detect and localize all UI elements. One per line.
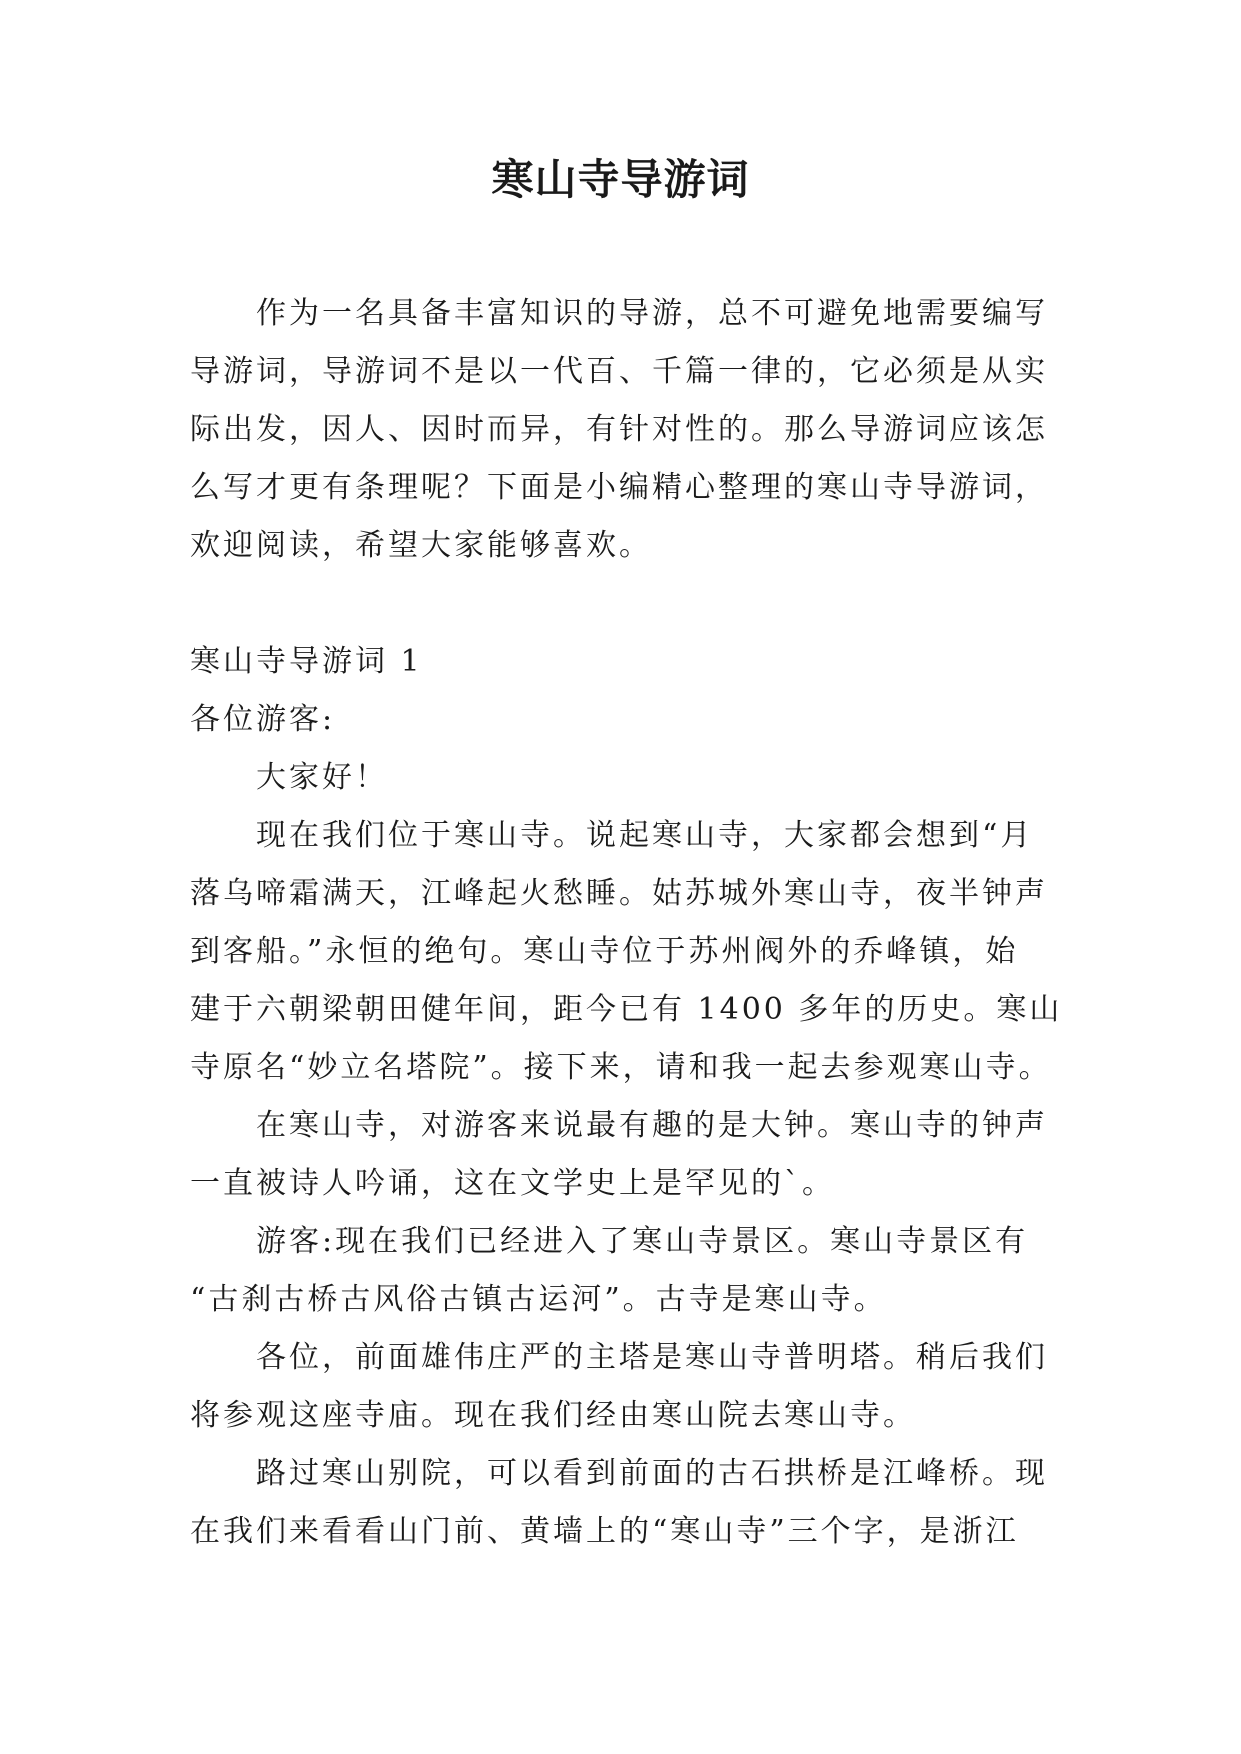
intro-line: 导游词，导游词不是以一代百、千篇一律的，它必须是从实 — [190, 354, 1048, 389]
greeting: 大家好！ — [256, 760, 388, 795]
section-heading: 寒山寺导游词 1 — [190, 644, 423, 679]
intro-line: 欢迎阅读，希望大家能够喜欢。 — [190, 528, 652, 563]
paragraph-line: 将参观这座寺庙。现在我们经由寒山院去寒山寺。 — [190, 1398, 916, 1433]
paragraph-line: 落乌啼霜满天，江峰起火愁睡。姑苏城外寒山寺，夜半钟声 — [190, 876, 1048, 911]
paragraph-line: 一直被诗人吟诵，这在文学史上是罕见的`。 — [190, 1166, 835, 1201]
paragraph-line: 各位，前面雄伟庄严的主塔是寒山寺普明塔。稍后我们 — [256, 1340, 1048, 1375]
intro-line: 么写才更有条理呢？下面是小编精心整理的寒山寺导游词， — [190, 470, 1048, 505]
intro-line: 作为一名具备丰富知识的导游，总不可避免地需要编写 — [256, 296, 1048, 331]
document-title: 寒山寺导游词 — [491, 155, 750, 204]
paragraph-line: 现在我们位于寒山寺。说起寒山寺，大家都会想到“月 — [256, 818, 1034, 853]
paragraph-line: 在寒山寺，对游客来说最有趣的是大钟。寒山寺的钟声 — [256, 1108, 1048, 1143]
paragraph-line: 路过寒山别院，可以看到前面的古石拱桥是江峰桥。现 — [256, 1456, 1048, 1491]
spacer — [190, 575, 1050, 633]
salutation: 各位游客: — [190, 702, 336, 737]
paragraph-line: 到客船。”永恒的绝句。寒山寺位于苏州阀外的乔峰镇，始 — [190, 934, 1019, 969]
paragraph-line: “古刹古桥古风俗古镇古运河”。古寺是寒山寺。 — [190, 1282, 887, 1317]
intro-line: 际出发，因人、因时而异，有针对性的。那么导游词应该怎 — [190, 412, 1048, 447]
paragraph-line: 建于六朝梁朝田健年间，距今已有 1400 多年的历史。寒山 — [190, 992, 1063, 1027]
document-body — [190, 285, 1063, 1561]
paragraph-line: 在我们来看看山门前、黄墙上的“寒山寺”三个字，是浙江 — [190, 1514, 1019, 1549]
paragraph-line: 寺原名“妙立名塔院”。接下来，请和我一起去参观寒山寺。 — [190, 1050, 1052, 1085]
paragraph-line: 游客:现在我们已经进入了寒山寺景区。寒山寺景区有 — [256, 1224, 1029, 1259]
